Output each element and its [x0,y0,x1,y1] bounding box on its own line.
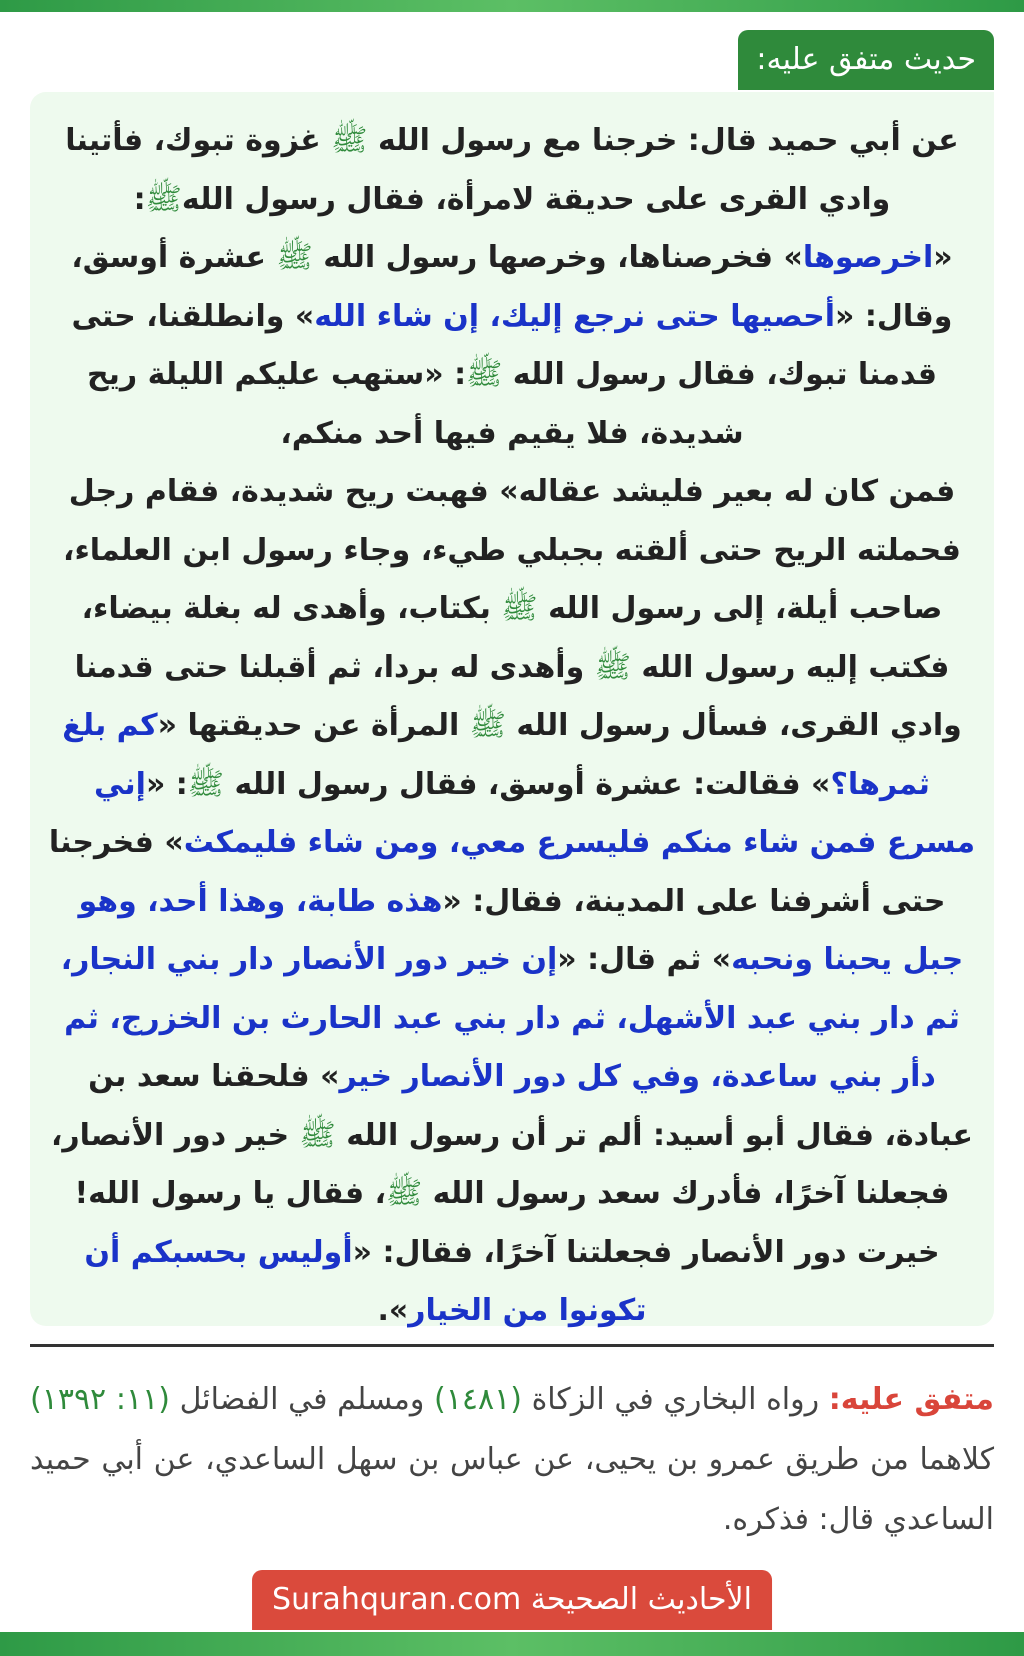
hadith-text: ». [377,1293,409,1328]
salutation-icon: ﷺ [145,181,182,217]
prophet-quote: أوليس بحسبكم أن تكونوا من الخيار [84,1234,647,1328]
salutation-icon: ﷺ [187,766,225,802]
prophet-quote: إني مسرع فمن شاء منكم فليسرع معي، ومن شاء فليمكث [94,766,976,860]
prophet-quote: هذه طابة، وهذا أحد، وهو جبل يحبنا ونحبه [78,883,964,977]
hadith-text: ، فقال يا رسول الله! خيرت دور الأنصار فجعلتنا آخرًا، فقال: « [74,1176,940,1270]
source-citation [30,1370,994,1550]
hadith-paragraph-1 [48,112,976,463]
salutation-icon: ﷺ [385,1176,423,1211]
top-accent-bar [0,0,1024,12]
hadith-text: : « [145,766,188,802]
prophet-quote: إن خير دور الأنصار دار بني النجار، ثم دار بني عبد الأشهل، ثم دار بني عبد الحارث بن الخزرج، ثم دأر بني ساعدة، وفي كل دور الأنصار خير [60,942,960,1094]
hadith-paragraph-2 [48,463,976,1341]
hadith-text: : «ستهب عليكم الليلة ريح شديدة، فلا يقيم فيها أحد منكم، [87,357,744,451]
salutation-icon: ﷺ [299,1117,336,1153]
salutation-icon: ﷺ [469,708,506,743]
hadith-text: » وانطلقنا، حتى قدمنا تبوك، فقال رسول الله [71,298,937,392]
citation-label: متفق عليه: [828,1382,994,1417]
hadith-text: » ثم قال: « [557,942,732,977]
citation-text: ومسلم في الفضائل [179,1382,425,1417]
hadith-text: » فخرصناها، وخرصها رسول الله [323,240,803,275]
prophet-quote: كم بلغ ثمرها؟ [62,708,930,802]
hadith-text: فمن كان له بعير فليشد عقاله» فهبت ريح شديدة، فقام رجل فحملته الريح حتى ألقته بجبلي طيء، وجاء رسول ابن العلماء، صاحب أيلة، إلى رسول الله [63,474,961,626]
citation-number: (١٤٨١) [434,1382,522,1417]
hadith-text: : « [133,181,953,275]
hadith-text: المرأة عن حديقتها « [157,708,460,743]
salutation-icon: ﷺ [331,123,368,158]
hadith-text: » فلحقنا سعد بن عبادة، فقال أبو أسيد: ألم تر أن رسول الله [88,1059,974,1153]
hadith-text: غزوة تبوك، فأتينا وادي القرى على حديقة لامرأة، فقال رسول الله [65,123,891,217]
prophet-quote: اخرصوها [802,240,934,275]
salutation-icon: ﷺ [276,240,313,275]
hadith-type-tag: حديث متفق عليه: [738,30,994,90]
section-divider [30,1344,994,1347]
citation-text: رواه البخاري في الزكاة [531,1382,820,1417]
hadith-text: خير دور الأنصار، فجعلنا آخرًا، فأدرك سعد رسول الله [50,1117,950,1211]
salutation-icon: ﷺ [466,357,503,392]
prophet-quote: أحصيها حتى نرجع إليك، إن شاء الله [314,298,836,334]
salutation-icon: ﷺ [594,649,631,685]
citation-number: (١١: ١٣٩٢) [30,1382,170,1417]
hadith-text: بكتاب، وأهدى له بغلة بيضاء، فكتب إليه رسول الله [81,591,950,685]
salutation-icon: ﷺ [501,591,538,626]
hadith-text: عن أبي حميد قال: خرجنا مع رسول الله [377,123,959,158]
bottom-accent-bar [0,1632,1024,1656]
hadith-text: » فقالت: عشرة أوسق، فقال رسول الله [234,766,831,802]
hadith-text: » فخرجنا حتى أشرفنا على المدينة، فقال: « [48,825,946,919]
hadith-text: عشرة أوسق، وقال: « [71,240,953,334]
site-brand-badge[interactable]: الأحاديث الصحيحة Surahquran.com [252,1570,772,1630]
hadith-text: وأهدى له بردا، ثم أقبلنا حتى قدمنا وادي القرى، فسأل رسول الله [74,649,962,743]
hadith-text-box [30,92,994,1326]
citation-text: كلاهما من طريق عمرو بن يحيى، عن عباس بن سهل الساعدي، عن أبي حميد الساعدي قال: فذكره. [30,1442,994,1537]
